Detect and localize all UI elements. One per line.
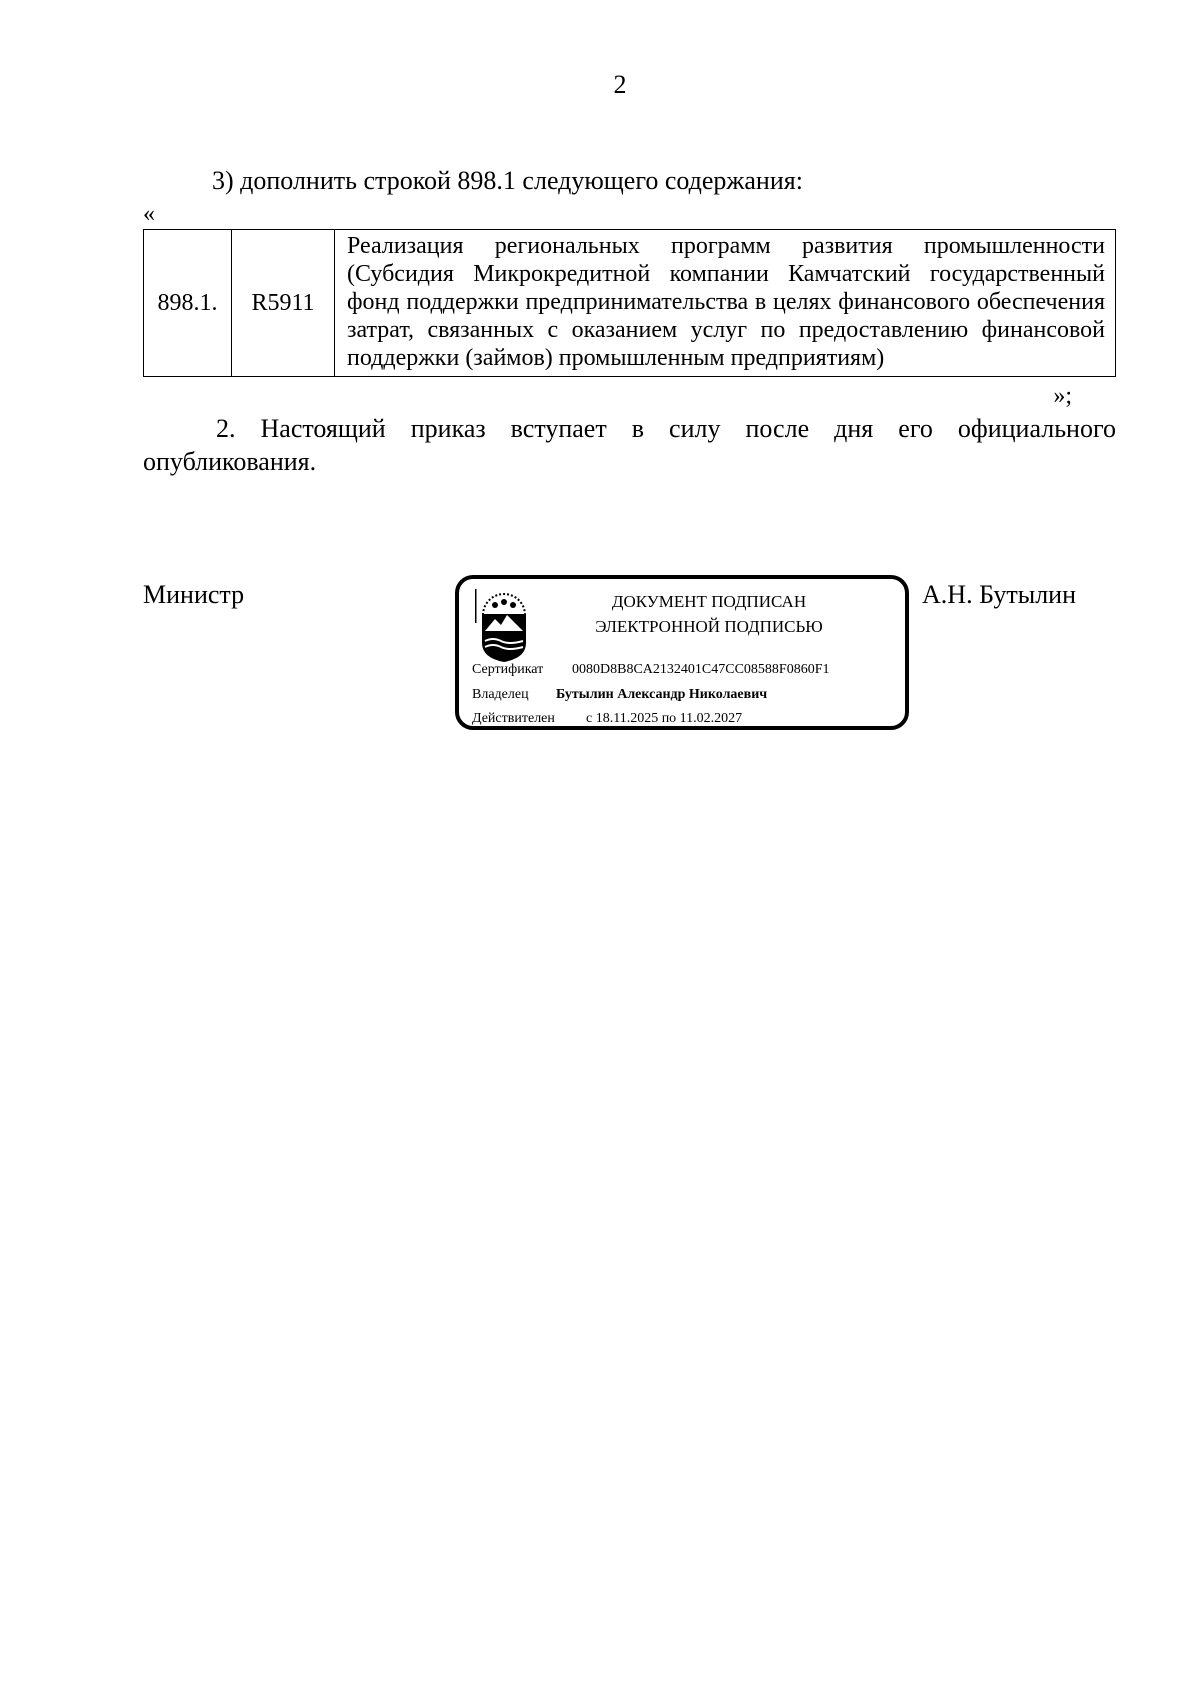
amendment-table — [143, 229, 1116, 377]
intro-paragraph: 3) дополнить строкой 898.1 следующего содержания: — [212, 166, 803, 195]
certificate-label: Сертификат — [472, 662, 544, 677]
coat-of-arms-icon — [473, 585, 535, 663]
electronic-signature-stamp — [455, 575, 909, 730]
validity-row — [472, 710, 742, 728]
validity-label: Действителен — [472, 711, 555, 726]
signer-role: Министр — [143, 580, 245, 609]
page-number: 2 — [613, 70, 627, 99]
closing-quote: »; — [1053, 383, 1072, 409]
row-number-cell: 898.1. — [144, 230, 232, 377]
certificate-row — [472, 661, 829, 679]
certificate-value: 0080D8B8CA2132401C47CC08588F0860F1 — [572, 662, 830, 677]
table-row — [144, 230, 1116, 377]
description-cell: Реализация региональных программ развития промышленности (Субсидия Микрокредитной компании Камчатский государственный фонд поддержки предпринимательства в целях финансового обеспечения затрат, связанных с оказанием услуг по предоставлению финансовой поддержки (займов) промышленным предприятиям) — [335, 230, 1116, 377]
owner-row — [472, 686, 767, 704]
owner-label: Владелец — [472, 687, 529, 702]
validity-value: с 18.11.2025 по 11.02.2027 — [586, 711, 743, 726]
code-cell: R5911 — [232, 230, 335, 377]
signer-name: А.Н. Бутылин — [922, 580, 1076, 609]
paragraph-2: 2. Настоящий приказ вступает в силу после дня его официального опубликования. — [143, 414, 1116, 476]
stamp-title — [539, 589, 879, 639]
owner-value: Бутылин Александр Николаевич — [556, 687, 768, 702]
opening-quote: « — [143, 201, 155, 227]
stamp-title-line-2: ЭЛЕКТРОННОЙ ПОДПИСЬЮ — [595, 617, 823, 636]
stamp-title-line-1: ДОКУМЕНТ ПОДПИСАН — [611, 592, 807, 611]
